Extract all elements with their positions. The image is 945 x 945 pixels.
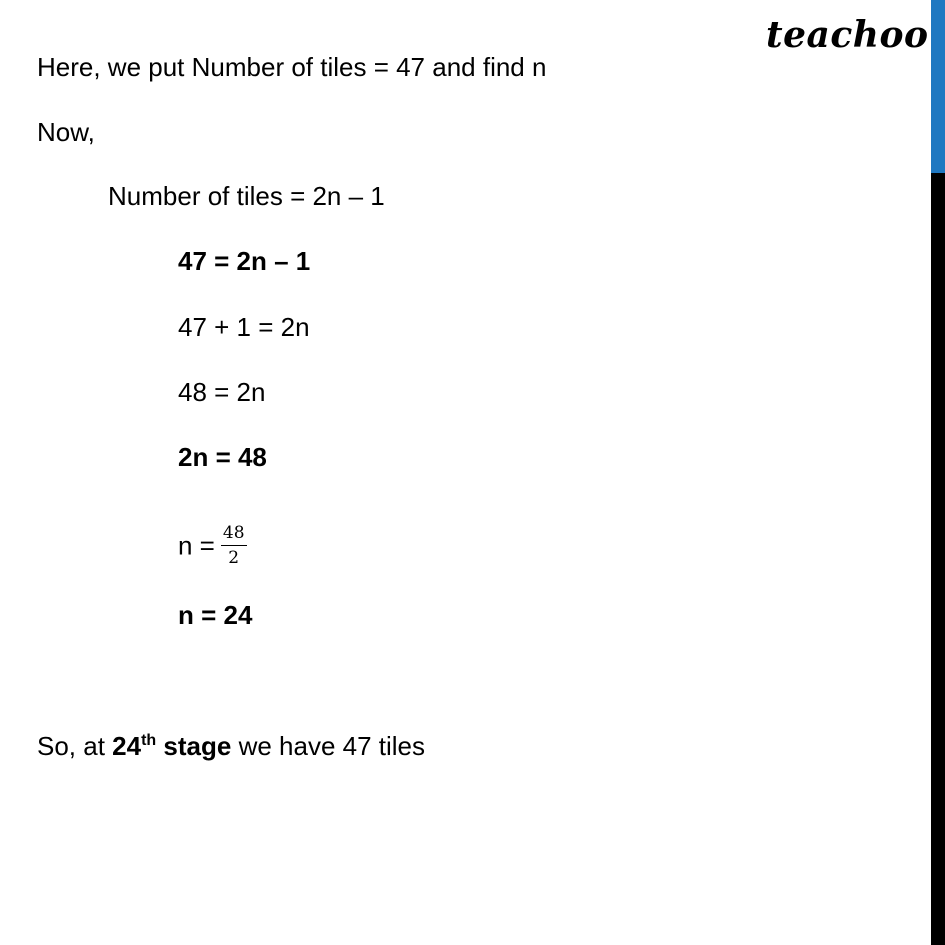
conclusion-line <box>37 731 425 761</box>
formula-line: Number of tiles = 2n – 1 <box>108 181 385 211</box>
now-text: Now, <box>37 117 95 147</box>
conclusion-prefix: So, at <box>37 731 113 761</box>
intro-text: Here, we put Number of tiles = 47 and find n <box>37 52 547 82</box>
stage-word: stage <box>156 731 232 761</box>
step-rearrange: 2n = 48 <box>178 442 267 472</box>
fraction-denominator: 2 <box>228 548 240 568</box>
step-answer: n = 24 <box>178 600 253 630</box>
ordinal-suffix: th <box>141 732 157 749</box>
step-add-one: 47 + 1 = 2n <box>178 312 310 342</box>
right-edge-accent <box>931 0 945 173</box>
fraction-numerator: 48 <box>221 524 247 546</box>
ordinal-number: 24 <box>112 731 142 761</box>
fraction <box>221 524 247 567</box>
conclusion-suffix: we have 47 tiles <box>231 731 426 761</box>
teachoo-logo: teachoo <box>766 14 929 56</box>
conclusion-ordinal <box>112 731 231 761</box>
step-fraction <box>178 523 247 569</box>
fraction-prefix: n = <box>178 530 215 561</box>
step-simplify: 48 = 2n <box>178 377 266 407</box>
step-substitute: 47 = 2n – 1 <box>178 246 311 276</box>
